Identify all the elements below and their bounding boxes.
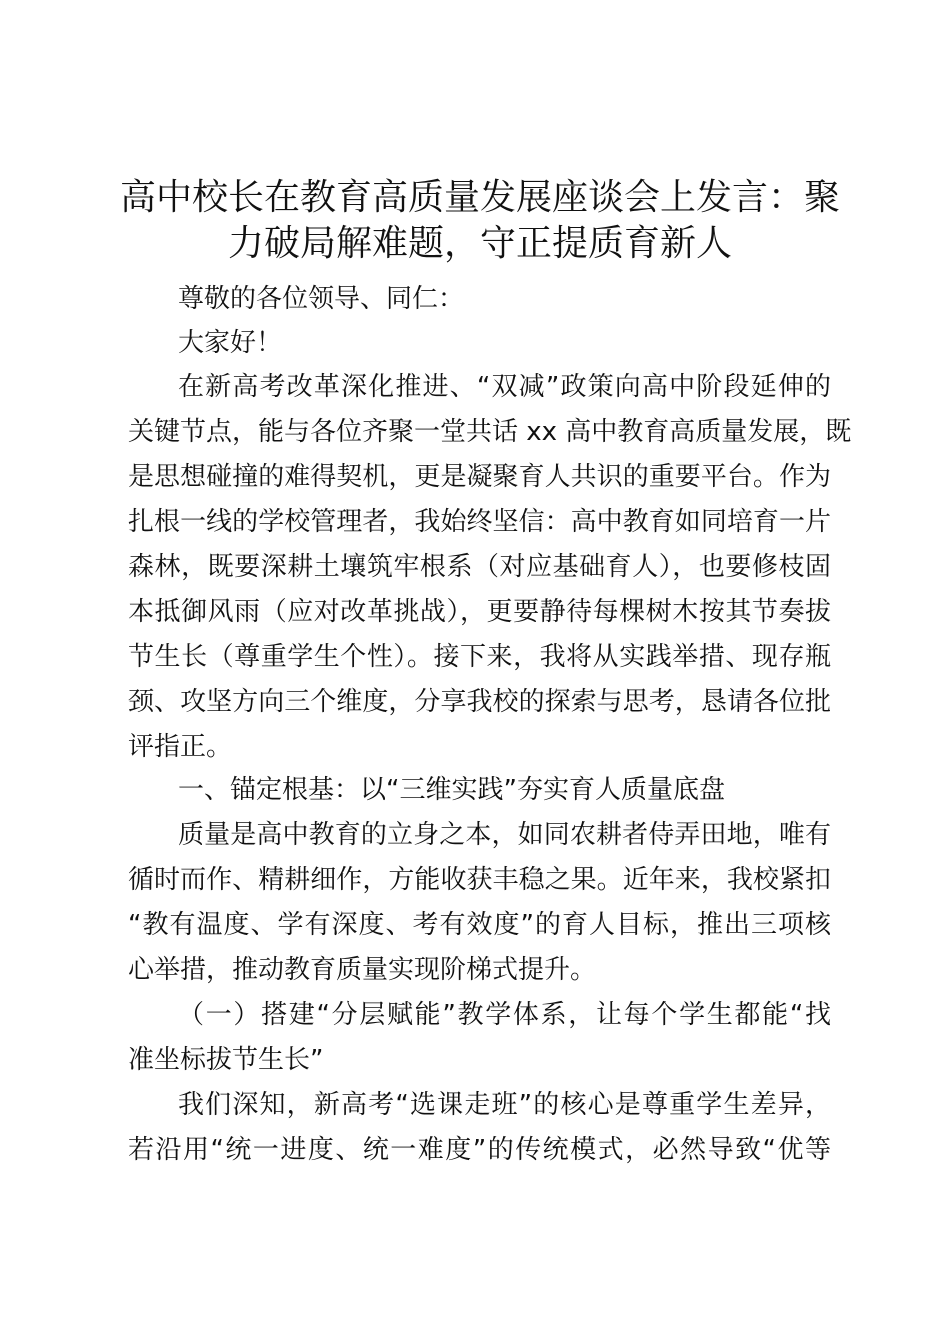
- intro-line: 节生长（尊重学生个性）。接下来，我将从实践举措、现存瓶: [128, 642, 831, 672]
- intro-line: 在新高考改革深化推进、“双减”政策向高中阶段延伸的: [178, 372, 831, 402]
- section-line: “教有温度、学有深度、考有效度”的育人目标，推出三项核: [128, 910, 831, 940]
- intro-line: 是思想碰撞的难得契机，更是凝聚育人共识的重要平台。作为: [128, 462, 831, 492]
- intro-line: 评指正。: [128, 732, 233, 762]
- greeting: 大家好！: [178, 328, 283, 358]
- intro-line: 森林，既要深耕土壤筑牢根系（对应基础育人），也要修枝固: [128, 552, 831, 582]
- document-title-line-2: 力破局解难题，守正提质育新人: [227, 223, 732, 264]
- salutation: 尊敬的各位领导、同仁：: [178, 284, 465, 314]
- paragraph-line: 若沿用“统一进度、统一难度”的传统模式，必然导致“优等: [128, 1135, 831, 1165]
- intro-line: 颈、攻坚方向三个维度，分享我校的探索与思考，恳请各位批: [128, 687, 831, 717]
- section-line: 心举措，推动教育质量实现阶梯式提升。: [128, 955, 597, 985]
- section-line: 循时而作、精耕细作，方能收获丰稳之果。近年来，我校紧扣: [128, 865, 831, 895]
- intro-line: 关键节点，能与各位齐聚一堂共话 xx 高中教育高质量发展，既: [128, 417, 852, 447]
- intro-line: 本抵御风雨（应对改革挑战），更要静待每棵树木按其节奏拔: [128, 597, 831, 627]
- subsection-heading-line: （一）搭建“分层赋能”教学体系，让每个学生都能“找: [178, 1000, 831, 1030]
- section-heading: 一、锚定根基：以“三维实践”夯实育人质量底盘: [178, 775, 725, 805]
- document-title-line-1: 高中校长在教育高质量发展座谈会上发言：聚: [119, 177, 840, 218]
- paragraph-line: 我们深知，新高考“选课走班”的核心是尊重学生差异，: [178, 1090, 831, 1120]
- intro-line: 扎根一线的学校管理者，我始终坚信：高中教育如同培育一片: [128, 507, 831, 537]
- subsection-heading-line: 准坐标拔节生长”: [128, 1045, 324, 1075]
- section-line: 质量是高中教育的立身之本，如同农耕者侍弄田地，唯有: [178, 820, 831, 850]
